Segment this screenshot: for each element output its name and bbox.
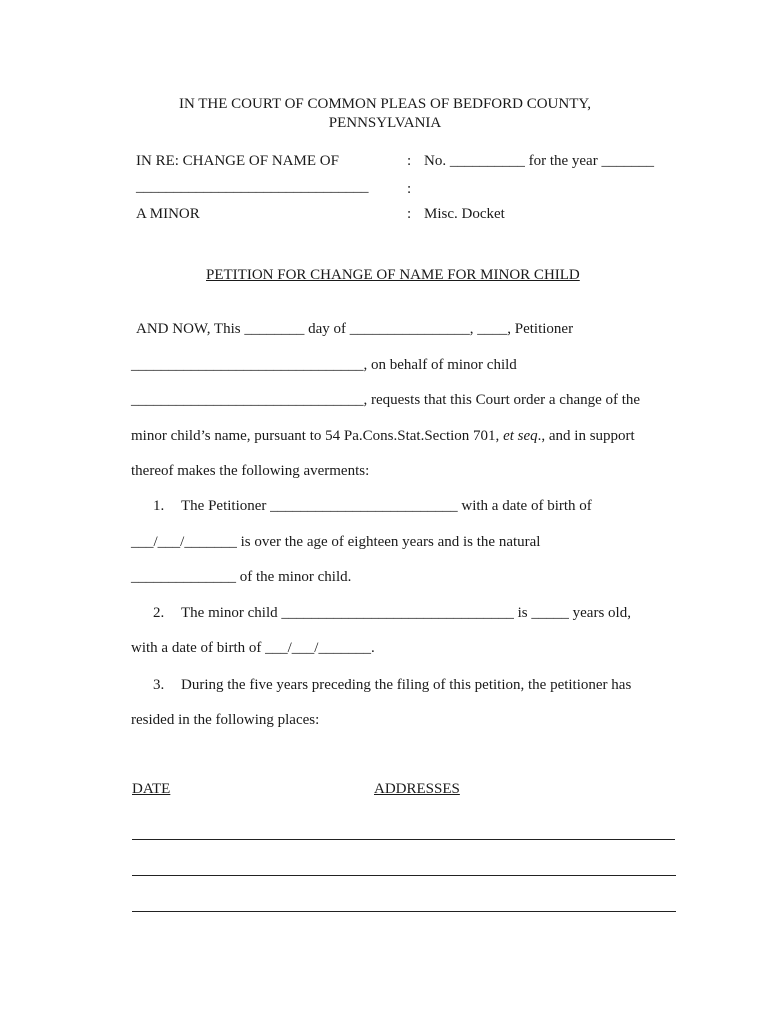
caption-docket: Misc. Docket — [424, 206, 505, 222]
residence-entry-line[interactable] — [132, 875, 676, 876]
court-heading-line2: PENNSYLVANIA — [328, 115, 442, 131]
averment-number: 1. — [153, 498, 165, 514]
body-line[interactable]: AND NOW, This ________ day of ________________, ____, Petitioner — [136, 321, 574, 337]
court-heading-line1: IN THE COURT OF COMMON PLEAS OF BEDFORD COUNTY, — [178, 96, 592, 112]
caption-in-re: IN RE: CHANGE OF NAME OF — [136, 153, 339, 169]
caption-colon: : — [407, 206, 412, 222]
averment-line[interactable]: ___/___/_______ is over the age of eighteen years and is the natural — [131, 534, 541, 550]
body-line — [131, 427, 635, 445]
caption-colon: : — [407, 153, 412, 169]
averment-line[interactable]: with a date of birth of ___/___/_______. — [131, 640, 375, 656]
body-line[interactable]: _______________________________, requests that this Court order a change of the — [131, 392, 641, 408]
averment-line[interactable]: ______________ of the minor child. — [131, 569, 352, 585]
residence-entry-line[interactable] — [132, 839, 675, 840]
body-line[interactable]: _______________________________, on behalf of minor child — [131, 357, 517, 373]
caption-colon: : — [407, 181, 412, 197]
averment-line: During the five years preceding the filing of this petition, the petitioner has — [181, 677, 632, 693]
addresses-column-header: ADDRESSES — [374, 781, 460, 797]
caption-name-blank[interactable]: _______________________________ — [136, 179, 369, 195]
residence-entry-line[interactable] — [132, 911, 676, 912]
date-column-header: DATE — [132, 781, 171, 797]
body-italic-text: et seq — [503, 428, 538, 444]
averment-number: 2. — [153, 605, 165, 621]
averment-line: resided in the following places: — [131, 712, 320, 728]
petition-title: PETITION FOR CHANGE OF NAME FOR MINOR CHILD — [206, 267, 580, 283]
averment-line[interactable]: The minor child _______________________________ is _____ years old, — [181, 605, 631, 621]
caption-case-number[interactable]: No. __________ for the year _______ — [424, 153, 654, 169]
caption-minor: A MINOR — [136, 206, 200, 222]
averment-number: 3. — [153, 677, 165, 693]
body-line: thereof makes the following averments: — [131, 463, 370, 479]
averment-line[interactable]: The Petitioner _________________________ with a date of birth of — [181, 498, 592, 514]
body-text: ., and in support — [537, 428, 635, 444]
body-text: minor child’s name, pursuant to 54 Pa.Cons.Stat.Section 701, — [131, 428, 504, 444]
